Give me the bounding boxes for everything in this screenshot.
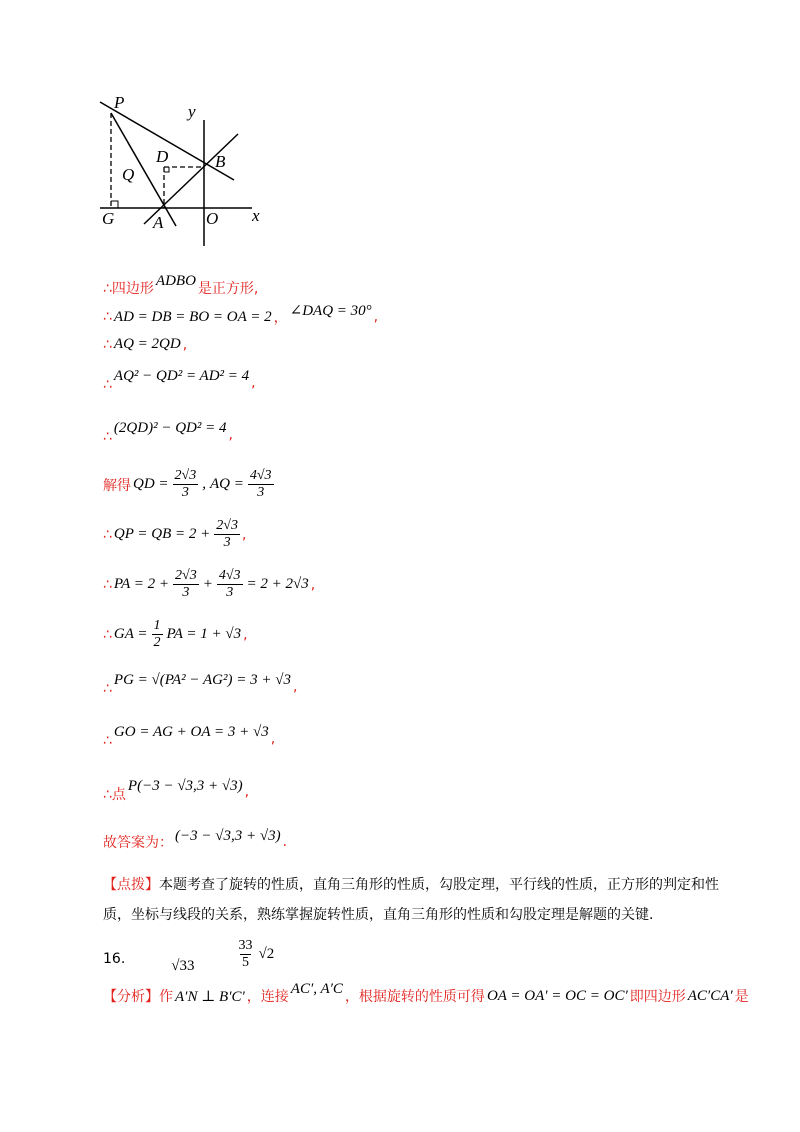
label-y: y [188,102,196,121]
label-g: G [102,209,115,228]
geometry-figure [0,0,800,260]
label-d: D [156,147,169,166]
step-3: ∴ AQ = 2QD , [103,336,188,353]
fenxi-line: 【分析】 作 A′N ⊥ B′C′ ，连接 AC′, A′C ，根据旋转的性质可得 OA = OA′ = OC = OC′ 即四边形 AC′CA′ 是 [103,980,749,1005]
step-10: ∴ PG = √(PA² − AG²) = 3 + √3 , [103,672,298,697]
fraction: $\frac{2√3}{3}$ [216,518,238,551]
step-13: 故答案为： (−3 − √3,3 + √3) . [103,827,288,851]
fraction: $\frac{4√3}{3}$ [218,568,241,601]
label-o: O [206,209,219,228]
step-9: ∴ GA = $\frac{1}{2}$ PA = 1 + √3 , [103,618,248,651]
q16-answer-2-fraction: $\frac{33}{5}$ [238,938,253,971]
label-q: Q [122,165,135,184]
dianbo-text: 本题考查了旋转的性质，直角三角形的性质，勾股定理，平行线的性质，正方形的判定和性质，坐标与线段的关系，熟练掌握旋转性质，直角三角形的性质和勾股定理是解题的关键. [103,877,719,923]
line-pb [100,102,234,180]
step-1: ∴四边形 ADBO 是正方形, [103,272,259,297]
dianbo-paragraph [103,870,733,930]
step-11: ∴ GO = AG + OA = 3 + √3 , [103,724,276,749]
fraction: $\frac{1}{2}$ [153,618,161,651]
step-2: ∴ AD = DB = BO = OA = 2 ， ∠DAQ = 30° , [103,302,379,326]
step-7: ∴ QP = QB = 2 + $\frac{2√3}{3}$ , [103,518,247,551]
label-b: B [215,152,226,171]
fenxi-tag: 【分析】 [103,989,159,1005]
label-a: A [153,213,164,232]
right-angle-g [111,201,118,208]
dianbo-tag: 【点拨】 [103,877,159,893]
step-8: ∴ PA = 2 + $\frac{2√3}{3}$ + $\frac{4√3}{3}$ = 2 + 2√3 , [103,568,316,601]
q16-answer-2-tail: √2 [258,946,275,963]
step-12: ∴点 P(−3 − √3,3 + √3) , [103,777,250,803]
step-5: ∴ (2QD)² − QD² = 4 , [103,420,233,445]
line-pa [111,113,176,226]
label-p: P [114,93,125,112]
step-4: ∴ AQ² − QD² = AD² = 4 , [103,368,256,393]
label-x: x [252,206,260,225]
q16-number: 16. [103,950,126,967]
step-6: 解得 QD = $\frac{2√3}{3}$ , AQ = $\frac{4√3}{3}$ [103,468,272,501]
q16-line [103,938,276,975]
fraction: $\frac{2√3}{3}$ [175,568,197,601]
fraction: $\frac{4√3}{3}$ [249,468,272,501]
q16-answer-1: √33 [171,958,195,975]
fraction: $\frac{2√3}{3}$ [174,468,197,501]
right-angle-d [164,167,169,172]
